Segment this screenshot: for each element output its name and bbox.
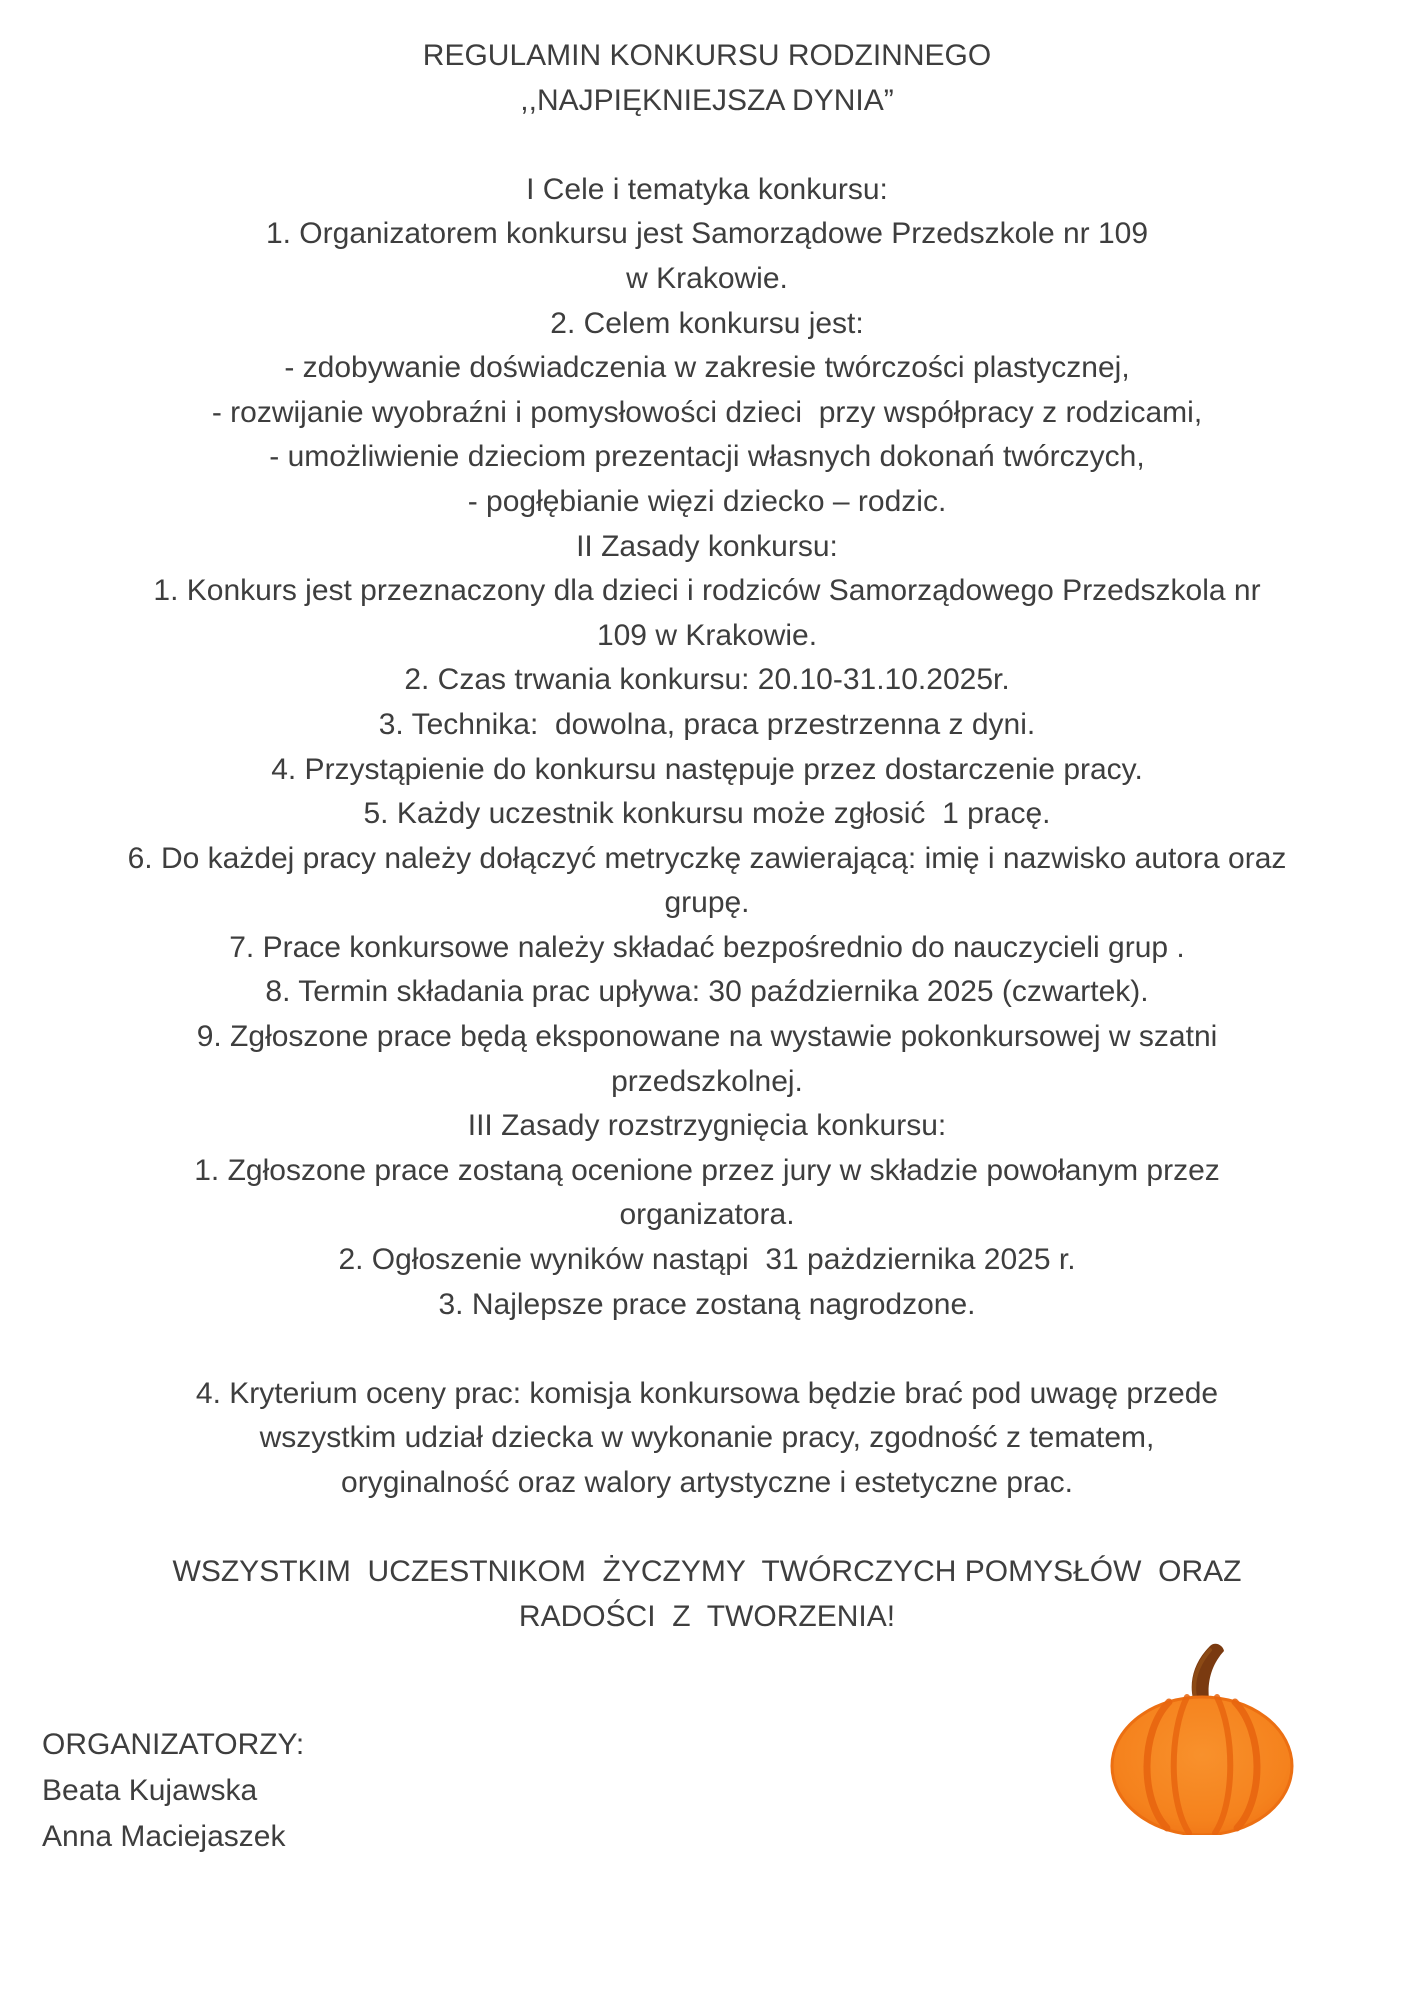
document-line: 2. Czas trwania konkursu: 20.10-31.10.2025r.: [404, 663, 1010, 697]
document-line: grupę.: [664, 886, 750, 920]
pumpkin-svg: [1105, 1635, 1300, 1835]
document-line: [40, 123, 1374, 168]
document-line: oryginalność oraz walory artystyczne i estetyczne prac.: [341, 1466, 1073, 1499]
document-line: II Zasady konkursu:: [576, 529, 838, 563]
document-line: 9. Zgłoszone prace będą eksponowane na wystawie pokonkursowej w szatni: [196, 1020, 1218, 1054]
document-line: w Krakowie.: [626, 261, 788, 295]
organizer-name: Beata Kujawska: [42, 1774, 258, 1807]
document-line: wszystkim udział dziecka w wykonanie pracy, zgodność z tematem,: [259, 1421, 1155, 1455]
document-line: WSZYSTKIM UCZESTNIKOM ŻYCZYMY TWÓRCZYCH POMYSŁÓW ORAZ: [172, 1555, 1242, 1589]
organizer-name: Anna Maciejaszek: [42, 1820, 286, 1853]
document-line: 1. Zgłoszone prace zostaną ocenione przez jury w składzie powołanym przez: [194, 1153, 1220, 1187]
document-line: 8. Termin składania prac upływa: 30 października 2025 (czwartek).: [265, 975, 1149, 1009]
document-line: 3. Technika: dowolna, praca przestrzenna z dyni.: [378, 707, 1036, 741]
pumpkin-icon: [1105, 1635, 1300, 1835]
document-line: 2. Celem konkursu jest:: [550, 306, 864, 340]
document-line: 1. Konkurs jest przeznaczony dla dzieci i rodziców Samorządowego Przedszkola nr: [153, 574, 1261, 608]
document-line: 2. Ogłoszenie wyników nastąpi 31 pażdziernika 2025 r.: [338, 1243, 1076, 1277]
document-line: - umożliwienie dzieciom prezentacji własnych dokonań twórczych,: [269, 440, 1145, 474]
organizer-names: [42, 1768, 304, 1860]
page-title-line-1: REGULAMIN KONKURSU RODZINNEGO: [422, 39, 992, 72]
document-line: 109 w Krakowie.: [596, 618, 818, 652]
document-line: 6. Do każdej pracy należy dołączyć metryczkę zawierającą: imię i nazwisko autora oraz: [127, 841, 1287, 875]
document-line: 4. Kryterium oceny prac: komisja konkursowa będzie brać pod uwagę przede: [195, 1376, 1219, 1410]
document-line: 4. Przystąpienie do konkursu następuje przez dostarczenie pracy.: [271, 752, 1143, 786]
document-body: [40, 34, 1374, 1639]
document-line: I Cele i tematyka konkursu:: [526, 172, 888, 206]
document-line: 3. Najlepsze prace zostaną nagrodzone.: [438, 1287, 976, 1321]
document-line: - zdobywanie doświadczenia w zakresie twórczości plastycznej,: [284, 351, 1130, 385]
document-line: - rozwijanie wyobraźni i pomysłowości dzieci przy współpracy z rodzicami,: [211, 395, 1203, 429]
document-line: 5. Każdy uczestnik konkursu może zgłosić 1 pracę.: [363, 797, 1051, 831]
document-line: III Zasady rozstrzygnięcia konkursu:: [467, 1109, 947, 1143]
page-title-line-2: ,,NAJPIĘKNIEJSZA DYNIA”: [520, 83, 894, 117]
document-line: 1. Organizatorem konkursu jest Samorządowe Przedszkole nr 109: [265, 217, 1149, 251]
organizers-block: [42, 1722, 304, 1860]
document-line: przedszkolnej.: [611, 1064, 803, 1098]
document-line: [40, 1506, 1374, 1551]
document-line: 7. Prace konkursowe należy składać bezpośrednio do nauczycieli grup .: [229, 930, 1185, 964]
document-line: organizatora.: [619, 1198, 795, 1232]
organizers-heading: ORGANIZATORZY:: [42, 1728, 305, 1761]
document-line: - pogłębianie więzi dziecko – rodzic.: [467, 484, 947, 518]
document-lines: [40, 123, 1374, 1639]
document-line: [40, 1327, 1374, 1372]
document-line: RADOŚCI Z TWORZENIA!: [518, 1599, 896, 1633]
